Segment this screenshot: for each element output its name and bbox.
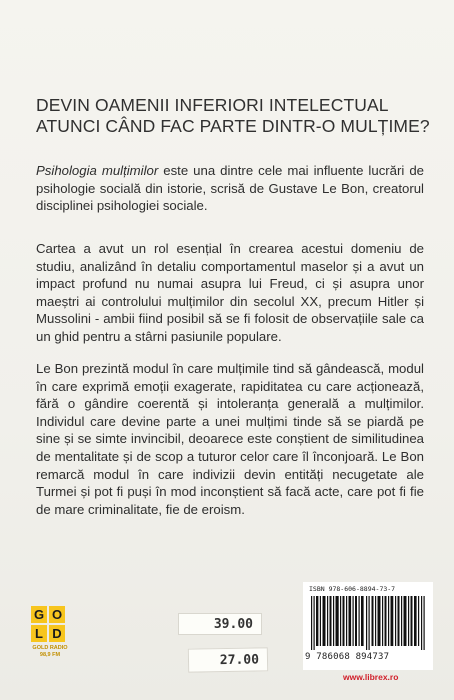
blurb-paragraph-3: Le Bon prezintă modul în care mulțimile tind să gândească, modul în care exprimă emoții exagerate, rapiditatea cu care acționează, fără o gândire coerentă și intoleranța generală a mulțimilor. Individul care devine parte a unei mulțimi tinde să se piardă pe sine și se simte invincibil, deoarece este conștient de similitudinea de mentalitate și de scop a tuturor celor care îl înconjoară. Le Bon remarcă modul în care indivizii devin entități necugetate ale Turmei și pot fi puși în mod inconștient să facă acte, care pot fi fie de mare criminalitate, fie de eroism. [36,361,424,517]
logo-letter-g: G [31,606,47,623]
logo-caption-frequency: 98,9 FM [39,652,61,658]
logo-letter-o: O [49,606,65,623]
headline-line-1: DEVIN OAMENII INFERIORI INTELECTUAL [36,95,389,115]
logo-caption [25,645,75,659]
blurb-paragraph-1 [36,162,424,215]
paragraph-1-text: este una dintre cele mai influente lucrări de psihologie socială din istorie, scrisă de Gustave Le Bon, creatorul disciplinei psihologiei sociale. [36,163,424,214]
isbn-number: ISBN 978-606-8894-73-7 [309,585,396,593]
gold-radio-logo [31,606,65,642]
publisher-website: www.librex.ro [343,672,399,682]
price-sticker-original: 39.00 [178,613,262,635]
blurb-paragraph-2: Cartea a avut un rol esențial în crearea acestui domeniu de studiu, analizând în detaliu comportamentul maselor și a avut un impact profund nu numai asupra lui Freud, ci și asupra unor maeștri ai controlului mulțimilor din secolul XX, precum Hitler și Mussolini - ambii fiind posibil să se fi folosit de observațiile sale ca un ghid pentru a stârni pasiunile populare. [36,241,424,344]
price-sticker-discount: 27.00 [188,647,268,672]
isbn-barcode [303,582,433,670]
logo-letter-d: D [49,625,65,642]
barcode-digits: 9 786068 894737 [305,652,390,662]
barcode-bars-icon [309,596,429,650]
logo-letter-l: L [31,625,47,642]
headline-line-2: ATUNCI CÂND FAC PARTE DINTR-O MULȚIME? [36,116,430,136]
book-title-italic: Psihologia mulțimilor [36,163,159,178]
logo-caption-name: GOLD RADIO [32,645,68,651]
cover-headline [36,95,430,137]
